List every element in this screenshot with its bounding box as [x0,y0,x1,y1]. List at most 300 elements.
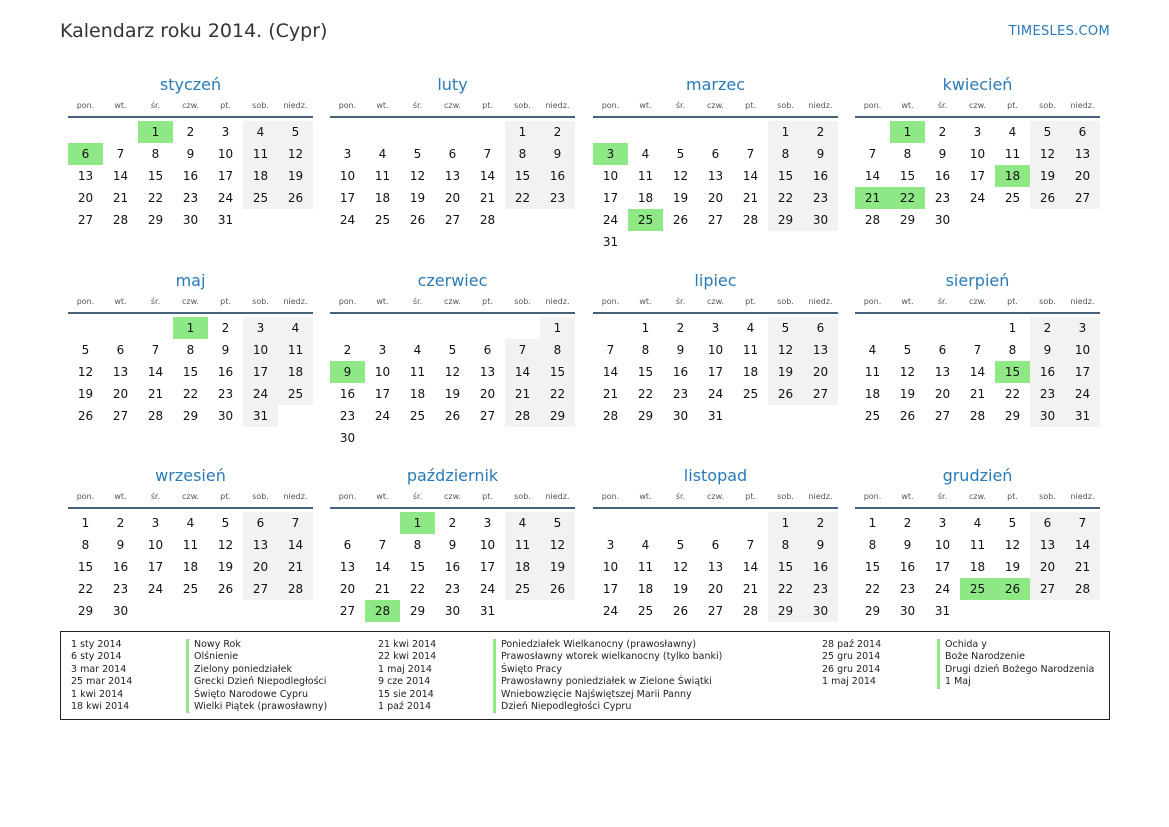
day-cell: 20 [707,582,724,596]
empty-cell [365,317,400,339]
day-cell: 3 [378,343,387,357]
day-cell: 1 [1008,321,1017,335]
day-cell: 5 [676,538,685,552]
empty-cell [330,317,365,339]
day-cell: 25 [742,387,759,401]
day-cell: 11 [505,534,540,556]
legend-row [378,651,722,663]
day-cell: 5 [676,147,685,161]
day-cell: 30 [672,409,689,423]
holiday-date: 1 maj 2014 [822,676,876,688]
day-cell: 13 [707,560,724,574]
empty-cell [855,317,890,339]
day-cell: 7 [278,512,313,534]
weekday-label: wt. [639,491,652,501]
holiday-name: Wielki Piątek (prawosławny) [186,701,327,713]
weekday-header [593,487,838,505]
month-block [330,270,575,449]
day-cell: 23 [672,387,689,401]
weekday-label: czw. [444,296,461,306]
weekday-label: pon. [338,296,357,306]
legend-row [822,664,1094,676]
month-divider [330,507,575,509]
day-cell: 14 [1065,534,1100,556]
day-cell: 25 [1004,191,1021,205]
day-cell: 29 [182,409,199,423]
legend-row [822,639,1094,651]
day-cell: 13 [1065,143,1100,165]
day-cell: 29 [77,604,94,618]
day-cell: 31 [707,409,724,423]
day-grid [68,317,313,427]
empty-cell [663,121,698,143]
day-cell: 19 [768,361,803,383]
weekday-label: pt. [482,100,493,110]
day-cell: 30 [444,604,461,618]
day-cell: 5 [413,147,422,161]
weekday-label: wt. [639,100,652,110]
day-cell: 16 [803,556,838,578]
weekday-label: czw. [707,100,724,110]
day-cell: 10 [602,560,619,574]
day-cell: 12 [768,339,803,361]
month-name: kwiecień [942,75,1013,94]
day-cell: 21 [278,556,313,578]
holiday-day-cell: 1 [890,121,925,143]
empty-cell [698,512,733,534]
weekday-label: pon. [601,296,620,306]
day-cell: 7 [746,147,755,161]
day-grid [330,512,575,622]
day-cell: 8 [768,534,803,556]
holiday-date: 18 kwi 2014 [71,700,130,712]
day-cell: 23 [112,582,129,596]
day-cell: 27 [112,409,129,423]
empty-cell [733,121,768,143]
day-cell: 19 [278,165,313,187]
day-cell: 12 [540,534,575,556]
day-cell: 30 [1030,405,1065,427]
brand-link[interactable]: TIMESLES.COM [1008,24,1110,39]
weekday-label: pt. [220,296,231,306]
day-cell: 24 [243,383,278,405]
day-cell: 27 [1065,187,1100,209]
day-cell: 9 [903,538,912,552]
day-cell: 3 [343,147,352,161]
empty-cell [628,512,663,534]
weekday-label: pt. [220,100,231,110]
day-cell: 29 [147,213,164,227]
legend-row [71,701,327,713]
day-cell: 8 [540,339,575,361]
day-cell: 28 [505,405,540,427]
day-cell: 25 [637,604,654,618]
day-grid [330,121,575,231]
day-grid [593,317,838,427]
day-grid [855,512,1100,622]
day-cell: 10 [147,538,164,552]
weekday-label: wt. [114,491,127,501]
day-cell: 5 [448,343,457,357]
day-cell: 21 [742,582,759,596]
day-cell: 26 [768,383,803,405]
day-cell: 17 [243,361,278,383]
weekday-label: śr. [937,296,948,306]
day-cell: 15 [147,169,164,183]
day-cell: 5 [1008,516,1017,530]
legend-row [71,676,327,688]
weekday-label: czw. [182,491,199,501]
day-cell: 10 [707,343,724,357]
day-cell: 22 [182,387,199,401]
legend-column [378,639,722,713]
day-cell: 4 [378,147,387,161]
day-cell: 24 [602,213,619,227]
weekday-label: niedz. [1070,296,1095,306]
month-block [330,74,575,231]
day-cell: 24 [934,582,951,596]
day-cell: 2 [803,512,838,534]
day-cell: 18 [182,560,199,574]
month-name: maj [175,271,206,290]
day-cell: 26 [77,409,94,423]
day-cell: 27 [479,409,496,423]
day-cell: 8 [81,538,90,552]
month-name: grudzień [942,466,1013,485]
day-cell: 17 [374,387,391,401]
empty-cell [138,317,173,339]
weekday-header [330,292,575,310]
day-cell: 7 [973,343,982,357]
day-cell: 12 [899,365,916,379]
day-cell: 20 [339,582,356,596]
holiday-name: 1 Maj [937,676,971,688]
day-cell: 27 [444,213,461,227]
day-cell: 18 [637,582,654,596]
weekday-label: niedz. [283,491,308,501]
day-cell: 21 [374,582,391,596]
day-cell: 2 [540,121,575,143]
weekday-label: śr. [150,296,161,306]
holiday-name: Nowy Rok [186,639,241,651]
weekday-label: czw. [182,100,199,110]
holiday-date: 9 cze 2014 [378,676,431,688]
day-cell: 2 [448,516,457,530]
weekday-label: wt. [901,296,914,306]
day-cell: 1 [641,321,650,335]
day-cell: 25 [409,409,426,423]
day-cell: 12 [278,143,313,165]
day-cell: 28 [742,213,759,227]
weekday-label: czw. [969,491,986,501]
day-cell: 30 [112,604,129,618]
day-cell: 17 [602,191,619,205]
day-cell: 13 [444,169,461,183]
day-cell: 14 [112,169,129,183]
day-cell: 29 [899,213,916,227]
holiday-name: Wniebowzięcie Najświętszej Marii Panny [493,689,692,701]
weekday-label: czw. [969,100,986,110]
day-cell: 8 [903,147,912,161]
day-cell: 31 [479,604,496,618]
day-cell: 28 [278,578,313,600]
day-cell: 16 [339,387,356,401]
weekday-label: sob. [252,491,269,501]
day-cell: 11 [409,365,426,379]
day-cell: 4 [1008,125,1017,139]
day-cell: 28 [479,213,496,227]
day-cell: 6 [938,343,947,357]
weekday-label: pt. [745,100,756,110]
day-cell: 6 [243,512,278,534]
day-cell: 25 [374,213,391,227]
day-cell: 6 [1030,512,1065,534]
empty-cell [365,512,400,534]
day-cell: 8 [768,143,803,165]
day-cell: 17 [479,560,496,574]
weekday-label: śr. [937,100,948,110]
day-cell: 23 [444,582,461,596]
day-cell: 14 [505,361,540,383]
holiday-name: Dzień Niepodległości Cypru [493,701,631,713]
day-cell: 7 [151,343,160,357]
day-cell: 11 [1004,147,1021,161]
holiday-day-cell: 25 [960,578,995,600]
month-divider [855,312,1100,314]
day-cell: 29 [768,209,803,231]
month-divider [330,312,575,314]
day-cell: 14 [479,169,496,183]
page-title: Kalendarz roku 2014. (Cypr) [60,20,328,42]
empty-cell [960,317,995,339]
day-cell: 28 [112,213,129,227]
day-cell: 19 [1004,560,1021,574]
day-cell: 29 [637,409,654,423]
weekday-label: wt. [376,491,389,501]
day-cell: 13 [112,365,129,379]
holiday-day-cell: 3 [593,143,628,165]
holiday-date: 25 mar 2014 [71,676,133,688]
day-cell: 18 [969,560,986,574]
day-cell: 24 [707,387,724,401]
empty-cell [593,121,628,143]
day-cell: 6 [803,317,838,339]
month-block [593,465,838,622]
day-cell: 9 [938,147,947,161]
weekday-label: niedz. [283,296,308,306]
month-divider [593,507,838,509]
month-block [330,465,575,622]
day-cell: 20 [77,191,94,205]
weekday-header [855,487,1100,505]
day-cell: 19 [77,387,94,401]
legend-row [378,689,722,701]
day-cell: 23 [803,578,838,600]
weekday-label: śr. [937,491,948,501]
holiday-date: 3 mar 2014 [71,663,127,675]
empty-cell [593,317,628,339]
weekday-label: pon. [76,296,95,306]
weekday-label: sob. [1039,491,1056,501]
day-cell: 20 [934,387,951,401]
day-cell: 15 [864,560,881,574]
day-cell: 22 [768,187,803,209]
holiday-date: 6 sty 2014 [71,651,122,663]
weekday-label: niedz. [545,100,570,110]
empty-cell [400,317,435,339]
weekday-label: pon. [863,491,882,501]
day-cell: 30 [934,213,951,227]
day-cell: 18 [409,387,426,401]
day-cell: 11 [182,538,199,552]
day-cell: 20 [1065,165,1100,187]
day-cell: 15 [899,169,916,183]
day-cell: 14 [742,560,759,574]
weekday-label: czw. [707,296,724,306]
day-cell: 10 [479,538,496,552]
day-cell: 17 [602,582,619,596]
day-cell: 6 [116,343,125,357]
day-cell: 5 [81,343,90,357]
day-cell: 6 [448,147,457,161]
weekday-label: czw. [969,296,986,306]
day-cell: 1 [768,512,803,534]
day-cell: 2 [343,343,352,357]
empty-cell [505,317,540,339]
weekday-label: śr. [150,100,161,110]
day-cell: 8 [413,538,422,552]
empty-cell [925,317,960,339]
weekday-label: śr. [675,296,686,306]
day-cell: 20 [1030,556,1065,578]
day-cell: 22 [505,187,540,209]
day-cell: 7 [606,343,615,357]
weekday-label: sob. [514,491,531,501]
holiday-day-cell: 9 [330,361,365,383]
day-cell: 16 [217,365,234,379]
holiday-day-cell: 18 [995,165,1030,187]
day-cell: 26 [217,582,234,596]
day-cell: 17 [147,560,164,574]
empty-cell [435,121,470,143]
month-block [593,74,838,253]
weekday-label: niedz. [283,100,308,110]
day-cell: 18 [243,165,278,187]
day-cell: 13 [803,339,838,361]
day-cell: 19 [1030,165,1065,187]
day-cell: 3 [711,321,720,335]
month-divider [330,116,575,118]
day-cell: 20 [444,191,461,205]
day-cell: 15 [182,365,199,379]
day-cell: 3 [221,125,230,139]
day-cell: 6 [343,538,352,552]
empty-cell [890,317,925,339]
day-cell: 9 [676,343,685,357]
day-cell: 11 [374,169,391,183]
weekday-header [593,96,838,114]
empty-cell [400,121,435,143]
day-cell: 14 [864,169,881,183]
day-cell: 7 [868,147,877,161]
day-cell: 19 [540,556,575,578]
weekday-label: śr. [150,491,161,501]
day-cell: 21 [112,191,129,205]
day-cell: 12 [77,365,94,379]
day-cell: 7 [505,339,540,361]
month-name: luty [437,75,468,94]
day-cell: 9 [540,143,575,165]
empty-cell [593,512,628,534]
holiday-date: 25 gru 2014 [822,651,881,663]
day-cell: 28 [742,604,759,618]
holiday-date: 1 kwi 2014 [71,688,124,700]
day-cell: 23 [1030,383,1065,405]
day-cell: 30 [803,600,838,622]
weekday-label: pon. [863,296,882,306]
empty-cell [330,121,365,143]
day-cell: 22 [540,383,575,405]
empty-cell [103,121,138,143]
day-cell: 29 [1004,409,1021,423]
day-cell: 23 [339,409,356,423]
empty-cell [855,121,890,143]
day-cell: 20 [243,556,278,578]
day-cell: 16 [112,560,129,574]
day-cell: 15 [768,165,803,187]
day-cell: 13 [1030,534,1065,556]
day-cell: 24 [374,409,391,423]
holiday-date: 1 paź 2014 [378,700,432,712]
day-cell: 2 [186,125,195,139]
day-cell: 26 [444,409,461,423]
day-cell: 18 [505,556,540,578]
holiday-day-cell: 21 [855,187,890,209]
weekday-label: czw. [707,491,724,501]
weekday-label: sob. [777,100,794,110]
empty-cell [470,317,505,339]
day-cell: 4 [641,538,650,552]
day-cell: 26 [409,213,426,227]
holiday-name: Święto Pracy [493,664,562,676]
holiday-day-cell: 15 [995,361,1030,383]
weekday-label: wt. [901,491,914,501]
day-cell: 25 [182,582,199,596]
empty-cell [663,512,698,534]
weekday-label: pon. [601,491,620,501]
day-cell: 16 [540,165,575,187]
day-cell: 23 [217,387,234,401]
day-cell: 2 [676,321,685,335]
holiday-date: 28 paź 2014 [822,639,882,650]
day-cell: 19 [899,387,916,401]
day-cell: 8 [641,343,650,357]
weekday-label: pon. [76,491,95,501]
day-cell: 27 [707,604,724,618]
day-cell: 23 [899,582,916,596]
weekday-label: niedz. [808,491,833,501]
day-cell: 24 [217,191,234,205]
day-cell: 12 [444,365,461,379]
empty-cell [733,512,768,534]
day-cell: 13 [339,560,356,574]
weekday-label: pt. [745,296,756,306]
day-cell: 14 [374,560,391,574]
day-cell: 12 [672,560,689,574]
day-cell: 1 [81,516,90,530]
weekday-label: niedz. [808,100,833,110]
day-cell: 27 [934,409,951,423]
